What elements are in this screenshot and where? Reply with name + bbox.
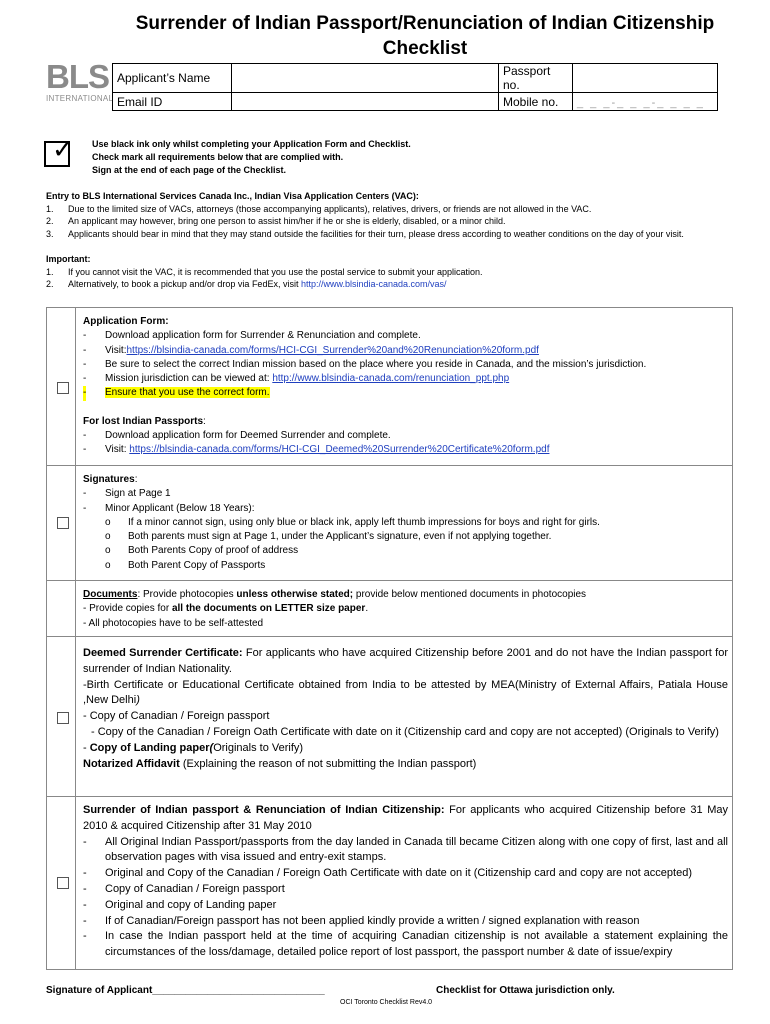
list-item: - All photocopies have to be self-attested [83,617,264,629]
documents-intro: Documents: Provide photocopies unless otherwise stated; provide below mentioned documents in photocopies [83,589,587,600]
checkbox-application-form[interactable] [57,382,69,394]
application-form-section [83,315,728,458]
list-item: 2. Alternatively, to book a pickup and/or drop via FedEx, visit http://www.blsindia-canada.com/vas/ [46,279,447,289]
surrender-renunciation-section [83,803,728,961]
deemed-surrender-section [83,646,728,772]
list-item: - Provide copies for all the documents on LETTER size paper. [83,603,369,615]
list-item: Notarized Affidavit (Explaining the reason of not submitting the Indian passport) [83,757,477,770]
list-item: - Sign at Page 1 [83,488,171,500]
surrender-intro: Surrender of Indian passport & Renunciation of Indian Citizenship: For applicants who acquired Citizenship before 31 May 2010 & acquired Citizenship after 31 May 2010 [83,804,728,832]
list-item: o Both Parents Copy of proof of address [105,545,299,557]
checkmark-icon: ✓ [44,141,70,167]
checkbox-surrender-renunciation[interactable] [57,877,69,889]
list-item: - Download application form for Deemed Surrender and complete. [83,430,391,442]
instruction-line: Check mark all requirements below that are complied with. [92,152,344,162]
list-item: - Copy of Canadian / Foreign passport [83,882,285,895]
bls-logo [46,58,114,106]
checkbox-deemed-surrender[interactable] [57,712,69,724]
list-item: - Copy of the Canadian / Foreign Oath Certificate with date on it (Citizenship card and copy are not accepted) (Originals to Verify) [91,725,719,738]
list-item: - Copy of Landing paper(Originals to Verify) [83,741,304,754]
list-item: - Original and copy of Landing paper [83,898,277,911]
signatures-section [83,473,728,573]
mobile-label: Mobile no. [499,93,573,111]
list-item: - Copy of Canadian / Foreign passport [83,710,270,723]
entry-section [46,190,684,240]
list-item: - Ensure that you use the correct form. [83,386,728,400]
mobile-field[interactable] [573,93,718,111]
important-section [46,253,483,291]
version-label: OCI Toronto Checklist Rev4.0 [340,999,433,1006]
logo-text: BLS [46,58,109,95]
instruction-line: Use black ink only whilst completing your Application Form and Checklist. [92,139,411,149]
instruction-line: Sign at the end of each page of the Checklist. [92,165,287,175]
entry-heading: Entry to BLS International Services Canada Inc., Indian Visa Application Centers (VAC): [46,191,419,201]
list-item: o Both Parent Copy of Passports [105,559,266,571]
list-item: - In case the Indian passport held at the time of acquiring Canadian citizenship is not available a statement explaining the circumstances of the loss/damage, detailed police report of lost passport, the passport number & date of issue/expiry [83,930,728,959]
page-subtitle: Checklist [382,38,468,59]
important-heading: Important: [46,254,91,264]
list-item: - Mission jurisdiction can be viewed at: http://www.blsindia-canada.com/renunciation_ppt.php [83,373,510,385]
applicant-name-field[interactable] [232,64,499,93]
mobile-placeholder: _ _ _-_ _ _-_ _ _ _ [577,96,705,109]
passport-no-field[interactable] [573,64,718,93]
list-item: o Both parents must sign at Page 1, under the Applicant’s signature, even if not applying together. [105,531,552,543]
page-title: Surrender of Indian Passport/Renunciation of Indian Citizenship [135,13,715,34]
vas-link[interactable]: http://www.blsindia-canada.com/vas/ [300,279,447,289]
deemed-intro: Deemed Surrender Certificate: For applicants who have acquired Citizenship before 2001 and do not have the Indian passport for surrender of Indian Nationality. [83,647,728,675]
instructions [92,138,411,177]
list-item: - All Original Indian Passport/passports from the day landed in Canada till became Citizen along with one copy of first, last and all observation pages with visa issued and entry-exit stamps. [83,835,728,864]
list-item: 2. An applicant may however, bring one person to assist him/her if he or she is elderly, disabled, or a minor child. [46,216,506,226]
surrender-form-link[interactable]: https://blsindia-canada.com/forms/HCI-CGI_Surrender%20and%20Renunciation%20form.pdf [126,344,539,356]
list-item: 1. Due to the limited size of VACs, attorneys (those accompanying applicants), relatives, drivers, or friends are not allowed in the VAC. [46,203,592,214]
section-heading: Application Form: [83,316,169,327]
list-item: - Original and Copy of the Canadian / Foreign Oath Certificate with date on it (Citizenship card and copy are not accepted) [83,867,692,880]
applicant-info-table [112,63,718,111]
list-item: - Visit: https://blsindia-canada.com/forms/HCI-CGI_Deemed%20Surrender%20Certificate%20form.pdf [83,444,550,456]
list-item: - Be sure to select the correct Indian mission based on the place where you reside in Canada, and the mission’s jurisdiction. [83,358,647,370]
jurisdiction-link[interactable]: http://www.blsindia-canada.com/renunciation_ppt.php [272,373,510,385]
passport-no-label: Passport no. [499,64,573,93]
applicant-name-label: Applicant’s Name [113,64,232,93]
section-heading: Signatures: [83,474,138,485]
email-label: Email ID [113,93,232,111]
deemed-birth-cert: -Birth Certificate or Educational Certificate obtained from India to be attested by MEA(Ministry of External Affairs, Patiala House ,New Delhi) [83,678,728,707]
list-item: 1. If you cannot visit the VAC, it is recommended that you use the postal service to submit your application. [46,266,483,277]
list-item: - Download application form for Surrender & Renunciation and complete. [83,330,421,342]
list-item: - Visit:https://blsindia-canada.com/forms/HCI-CGI_Surrender%20and%20Renunciation%20form.pdf [83,344,539,356]
deemed-form-link[interactable]: https://blsindia-canada.com/forms/HCI-CGI_Deemed%20Surrender%20Certificate%20form.pdf [129,444,550,456]
list-item: o If a minor cannot sign, using only blue or black ink, apply left thumb impressions for boys and right for girls. [105,516,600,528]
email-field[interactable] [232,93,499,111]
list-item: - Minor Applicant (Below 18 Years): [83,502,255,514]
signature-line[interactable]: Signature of Applicant_______________________________ [46,985,325,996]
checkbox-signatures[interactable] [57,517,69,529]
jurisdiction-note: Checklist for Ottawa jurisdiction only. [436,985,615,996]
lost-passport-heading: For lost Indian Passports: [83,415,206,427]
documents-section [83,588,728,631]
list-item: 3. Applicants should bear in mind that they may stand outside the facilities for their turn, please dress according to weather conditions on the day of your visit. [46,228,684,239]
list-item: - If of Canadian/Foreign passport has not been applied kindly provide a written / signed explanation with reason [83,914,640,927]
logo-subtext: INTERNATIONAL [46,94,114,103]
